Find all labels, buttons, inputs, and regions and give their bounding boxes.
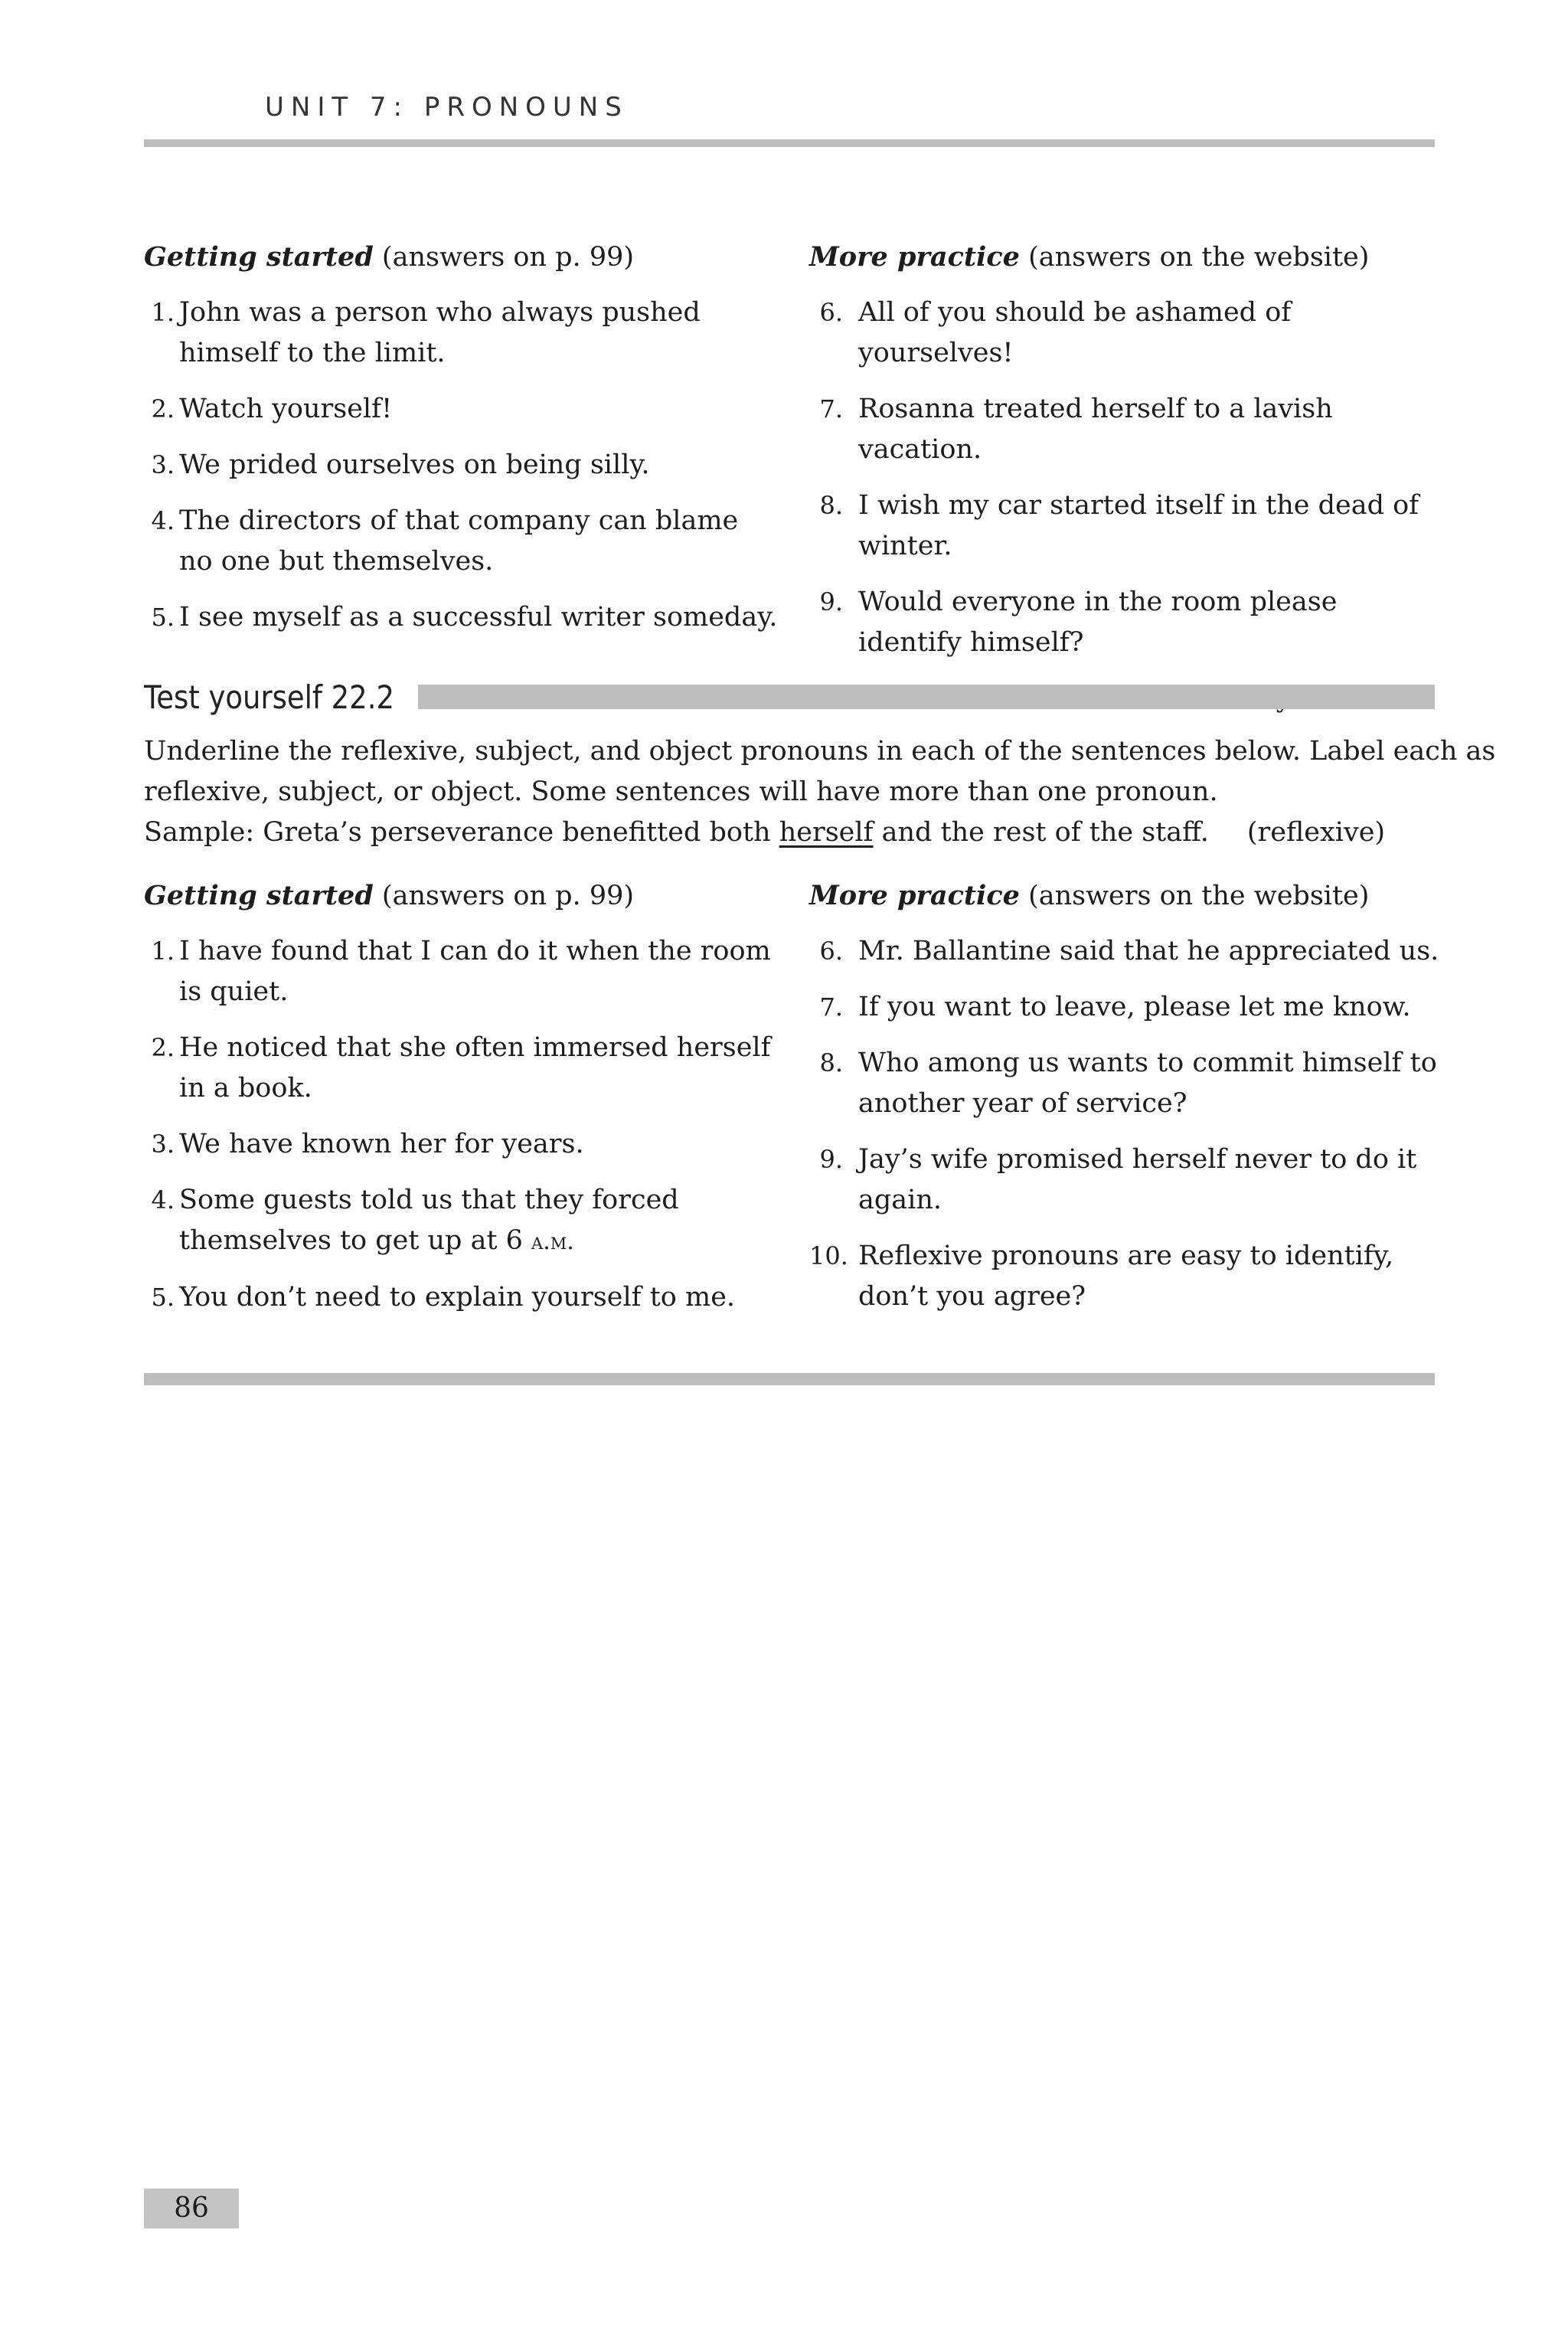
test-heading	[144, 674, 1435, 720]
list-item: 9. Would everyone in the room please identify himself?	[819, 587, 1338, 658]
list-item: 7. If you want to leave, please let me know.	[819, 992, 1411, 1022]
exercise2-getting-started	[144, 878, 779, 1333]
page-number: 86	[144, 2189, 239, 2228]
footer-rule	[144, 1373, 1435, 1385]
exercise-list	[809, 293, 1445, 719]
list-item: 3. We prided ourselves on being silly.	[151, 450, 650, 480]
column-heading: Getting started (answers on p. 99)	[144, 241, 635, 273]
heading-bar	[418, 685, 1435, 709]
list-item: 6. Mr. Ballantine said that he appreciated us.	[819, 936, 1439, 966]
list-item: 5. You don’t need to explain yourself to me.	[151, 1282, 736, 1313]
list-item: 1. I have found that I can do it when the room is quiet.	[151, 936, 771, 1007]
instruction-line: Underline the reflexive, subject, and object pronouns in each of the sentences below. Label each as	[144, 736, 1496, 767]
column-heading: More practice (answers on the website)	[809, 241, 1370, 273]
exercise-list	[144, 293, 779, 638]
instruction-line: reflexive, subject, or object. Some sentences will have more than one pronoun.	[144, 777, 1218, 807]
sample-sentence: Sample: Greta’s perseverance benefitted both herself and the rest of the staff. (reflexive)	[144, 817, 1386, 848]
list-item: 4. The directors of that company can blame no one but themselves.	[151, 505, 739, 577]
list-item: 10. Reflexive pronouns are easy to identify, don’t you agree?	[809, 1241, 1394, 1312]
list-item: 2. He noticed that she often immersed herself in a book.	[151, 1032, 771, 1103]
list-item: 1. John was a person who always pushed himself to the limit.	[151, 297, 701, 368]
header-rule	[144, 139, 1435, 147]
list-item: 9. Jay’s wife promised herself never to do it again.	[819, 1144, 1417, 1215]
underlined-pronoun: herself	[779, 817, 874, 848]
list-item: 8. I wish my car started itself in the dead of winter.	[819, 490, 1419, 561]
list-item: 7. Rosanna treated herself to a lavish vacation.	[819, 394, 1333, 465]
list-item: 5. I see myself as a successful writer someday.	[151, 602, 778, 633]
exercise-list	[144, 931, 779, 1318]
instructions	[144, 731, 1496, 853]
unit-title: UNIT 7: PRONOUNS	[265, 92, 629, 123]
exercise-list	[809, 931, 1445, 1317]
sample-label: (reflexive)	[1246, 817, 1386, 848]
exercise1-more-practice	[809, 239, 1445, 734]
column-heading: More practice (answers on the website)	[809, 880, 1370, 911]
list-item: 8. Who among us wants to commit himself to another year of service?	[819, 1048, 1437, 1119]
list-item: 6. All of you should be ashamed of yourselves!	[819, 297, 1292, 368]
list-item: 2. Watch yourself!	[151, 394, 393, 424]
exercise2-more-practice	[809, 878, 1445, 1332]
list-item: 3. We have known her for years.	[151, 1129, 584, 1159]
test-title: Test yourself 22.2	[144, 678, 394, 716]
column-heading: Getting started (answers on p. 99)	[144, 880, 635, 911]
exercise1-getting-started	[144, 239, 779, 653]
list-item: 4. Some guests told us that they forced themselves to get up at 6 a.m.	[151, 1185, 679, 1256]
